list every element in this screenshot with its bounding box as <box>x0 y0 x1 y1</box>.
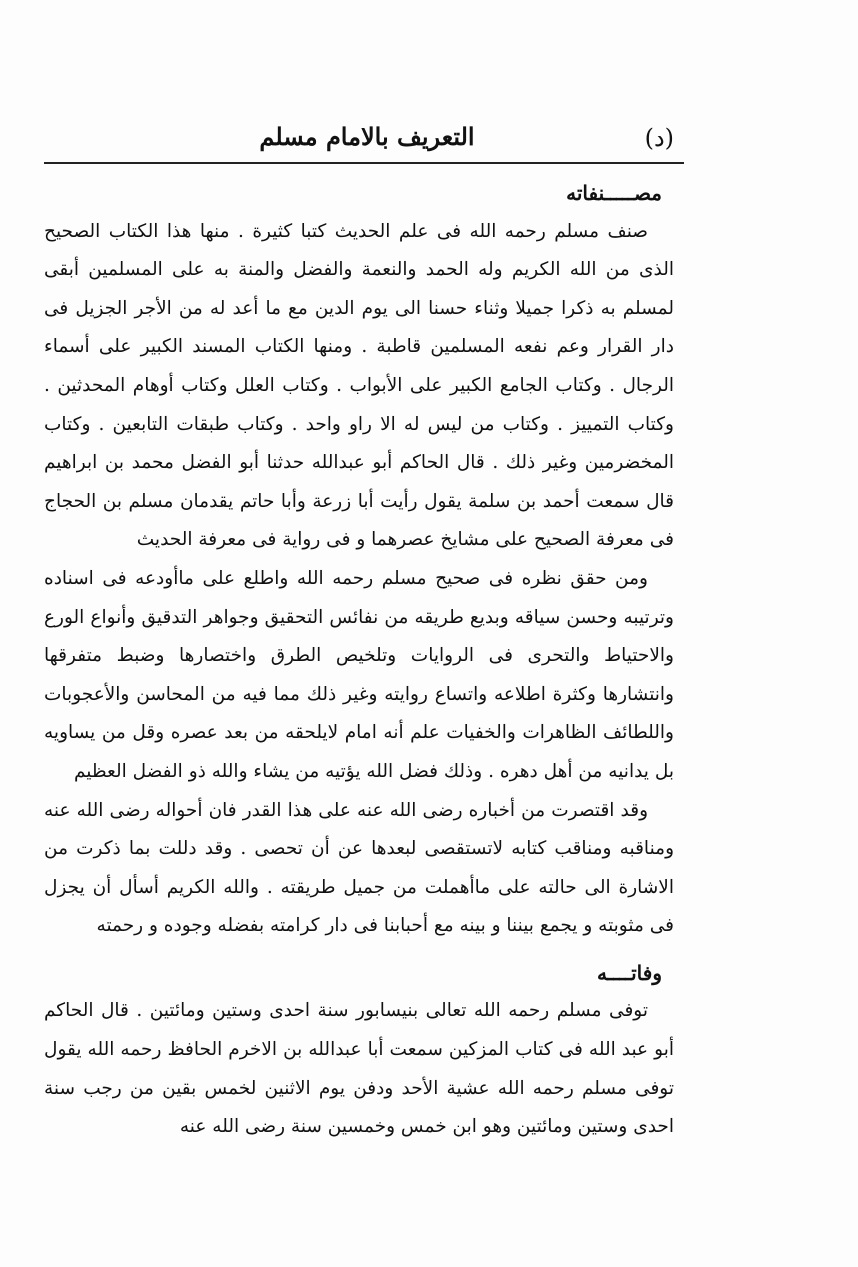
page-body <box>44 172 674 1147</box>
header-divider <box>44 162 684 164</box>
section-heading-works: مصـــــنفاته <box>566 181 662 205</box>
paragraph-works-list: صنف مسلم رحمه الله فى علم الحديث كتبا كثيرة . منها هذا الكتاب الصحيح الذى من الله الكريم وله الحمد والنعمة والفضل والمنة به على المسلمين أبقى لمسلم به ذكرا جميلا وثناء حسنا الى يوم الدين مع ما أعد له من الأجر الجزيل فى دار القرار وعم نفعه المسلمين قاطبة . ومنها الكتاب المسند الكبير على أسماء الرجال . وكتاب الجامع الكبير على الأبواب . وكتاب العلل وكتاب أوهام المحدثين . وكتاب التمييز . وكتاب من ليس له الا راو واحد . وكتاب طبقات التابعين . وكتاب المخضرمين وغير ذلك . قال الحاكم أبو عبدالله حدثنا أبو الفضل محمد بن ابراهيم قال سمعت أحمد بن سلمة يقول رأيت أبا زرعة وأبا حاتم يقدمان مسلم بن الحجاج فى معرفة الصحيح على مشايخ عصرهما و فى رواية فى معرفة الحديث <box>44 220 674 551</box>
running-title: التعريف بالامام مسلم <box>259 122 475 151</box>
page-number: (د) <box>644 124 674 152</box>
section-heading-death: وفاتــــه <box>596 960 662 985</box>
page-header <box>50 118 684 162</box>
paragraph-death: توفى مسلم رحمه الله تعالى بنيسابور سنة احدى وستين ومائتين . قال الحاكم أبو عبد الله فى كتاب المزكين سمعت أبا عبدالله بن الاخرم الحافظ رحمه الله يقول توفى مسلم رحمه الله عشية الأحد ودفن يوم الاثنين لخمس بقين من رجب سنة احدى وستين ومائتين وهو ابن خمس وخمسين سنة رضى الله عنه <box>44 1000 674 1138</box>
paragraph-sahih-merits: ومن حقق نظره فى صحيح مسلم رحمه الله واطلع على ماأودعه فى اسناده وترتيبه وحسن سياقه وبديع طريقه من نفائس التحقيق وجواهر التدقيق وأنواع الورع والاحتياط والتحرى فى الروايات وتلخيص الطرق واختصارها وضبط متفرقها وانتشارها وكثرة اطلاعه واتساع روايته وغير ذلك مما فيه من المحاسن والأعجوبات واللطائف الظاهرات والخفيات علم أنه امام لايلحقه من بعد عصره وقل من يساويه بل يدانيه من أهل دهره . وذلك فضل الله يؤتيه من يشاء والله ذو الفضل العظيم <box>44 567 674 782</box>
paragraph-conclusion: وقد اقتصرت من أخباره رضى الله عنه على هذا القدر فان أحواله رضى الله عنه ومناقبه ومناقب كتابه لاتستقصى لبعدها عن أن تحصى . وقد دللت بما ذكرت من الاشارة الى حالته على ماأهملت من جميل طريقته . والله الكريم أسأل أن يجزل فى مثوبته و يجمع بيننا و بينه مع أحبابنا فى دار كرامته بفضله وجوده و رحمته <box>44 799 674 937</box>
